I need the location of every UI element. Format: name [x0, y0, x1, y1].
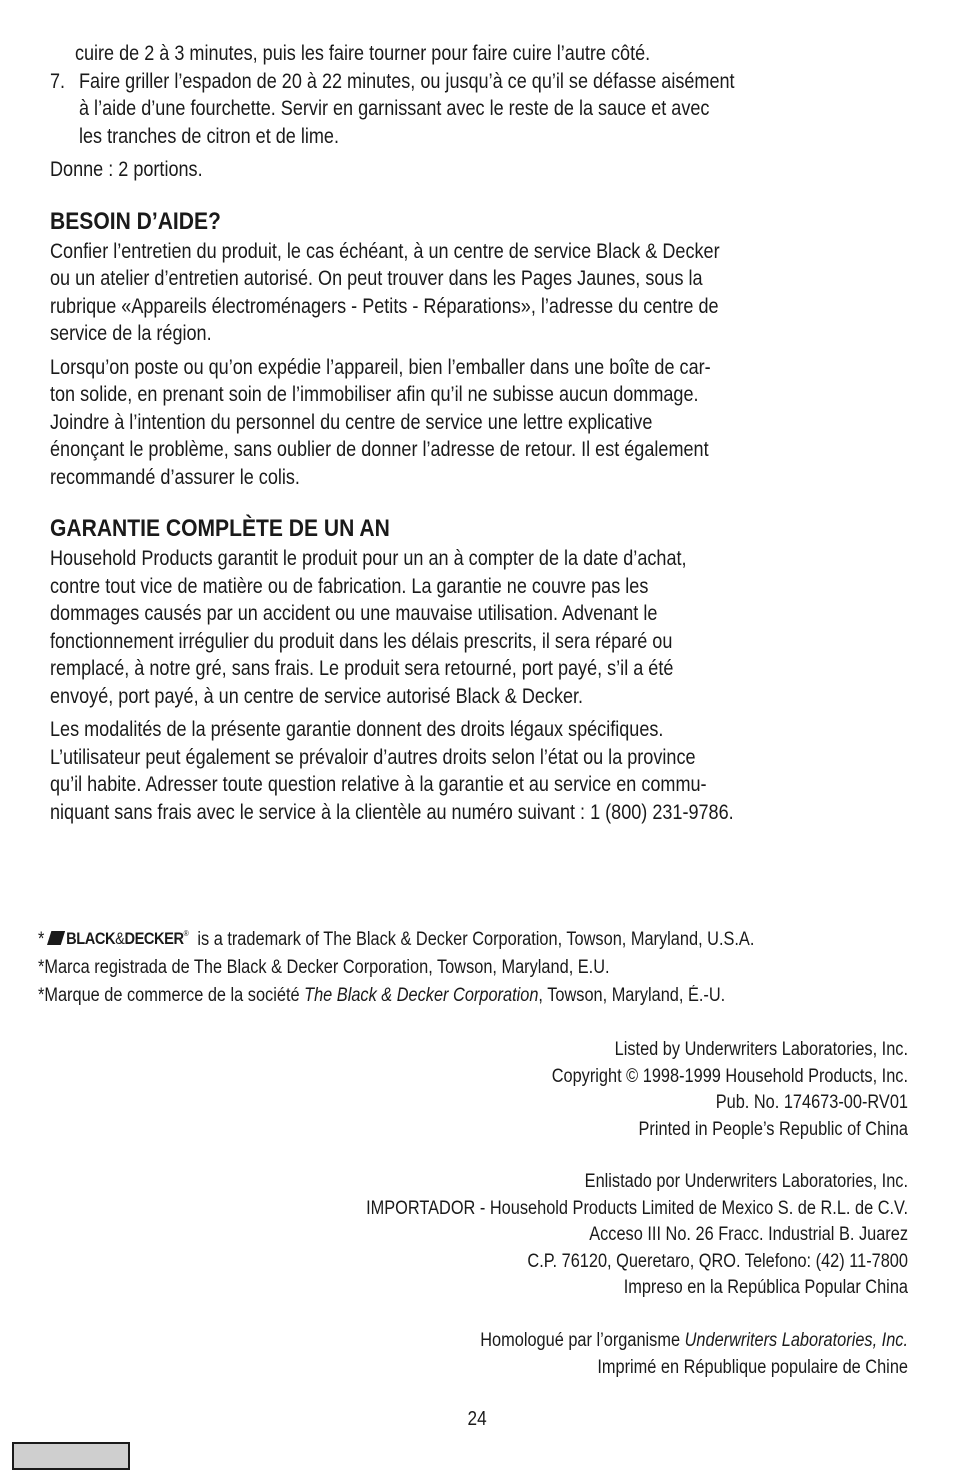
trademark-line-2: *Marca registrada de The Black & Decker Corporation, Towson, Maryland, E.U. — [38, 957, 610, 978]
recipe-continuation: cuire de 2 à 3 minutes, puis les faire tourner pour faire cuire l’autre côté. — [74, 42, 651, 65]
section-heading-warranty: GARANTIE COMPLÈTE DE UN AN — [50, 515, 390, 542]
listing-line: Impreso en la República Popular China — [623, 1277, 908, 1298]
logo-black: BLACK — [66, 929, 116, 948]
text: Homologué par l’organisme — [480, 1330, 685, 1351]
text-line: service de la région. — [50, 322, 212, 345]
step-7-line: à l’aide d’une fourchette. Servir en garnissant avec le reste de la sauce et avec — [79, 97, 710, 120]
text-line: énonçant le problème, sans oublier de donner l’adresse de retour. Il est également — [50, 438, 709, 461]
listing-line: C.P. 76120, Queretaro, QRO. Telefono: (42) 11-7800 — [527, 1250, 908, 1272]
trademark-text: is a trademark of The Black & Decker Corporation, Towson, Maryland, U.S.A. — [197, 929, 755, 950]
text-line: Household Products garantit le produit pour un an à compter de la date d’achat, — [50, 547, 687, 570]
warranty-paragraph-2 — [50, 716, 910, 826]
listing-line: Copyright © 1998-1999 Household Products, Inc. — [551, 1065, 908, 1087]
step-7-line: Faire griller l’espadon de 20 à 22 minutes, ou jusqu’à ce qu’il se défasse aisément — [79, 69, 735, 93]
text-line: Lorsqu’on poste ou qu’on expédie l’appareil, bien l’emballer dans une boîte de car- — [50, 355, 711, 379]
listing-line: Enlistado por Underwriters Laboratories, Inc. — [584, 1171, 908, 1192]
text-line: qu’il habite. Adresser toute question relative à la garantie et au service en commu- — [50, 773, 707, 796]
listing-french — [208, 1328, 908, 1381]
text-line: ou un atelier d’entretien autorisé. On peut trouver dans les Pages Jaunes, sous la — [50, 267, 703, 290]
logo-decker: DECKER — [124, 929, 184, 948]
listing-line: IMPORTADOR - Household Products Limited de Mexico S. de R.L. de C.V. — [366, 1197, 908, 1219]
text-line: remplacé, à notre gré, sans frais. Le produit sera retourné, port payé, s’il a été — [50, 657, 674, 680]
listing-line: Imprimé en République populaire de Chine — [597, 1356, 908, 1378]
text-line: contre tout vice de matière ou de fabrication. La garantie ne couvre pas les — [50, 574, 649, 598]
text-line: rubrique «Appareils électroménagers - Petits - Réparations», l’adresse du centre de — [50, 294, 719, 318]
logo-registered: ® — [183, 929, 189, 938]
text: , Towson, Maryland, É.-U. — [538, 985, 726, 1006]
listing-line: Printed in People’s Republic of China — [638, 1118, 908, 1140]
step-number: 7. — [50, 69, 66, 93]
text-line: fonctionnement irrégulier du produit dans les délais prescrits, il sera réparé ou — [50, 629, 673, 653]
listing-line: Acceso III No. 26 Fracc. Industrial B. Juarez — [589, 1224, 908, 1245]
trademark-line-1 — [38, 920, 754, 954]
text-line: niquant sans frais avec le service à la clientèle au numéro suivant : 1 (800) 231-9786. — [50, 800, 734, 824]
text-line: Les modalités de la présente garantie donnent des droits légaux spécifiques. — [50, 718, 664, 741]
text-line: dommages causés par un accident ou une mauvaise utilisation. Advenant le — [50, 602, 658, 625]
listing-line — [306, 1328, 908, 1355]
text: *Marque de commerce de la société — [38, 985, 305, 1006]
text-line: L’utilisateur peut également se prévaloir d’autres droits selon l’état ou la province — [50, 745, 696, 769]
text-line: Joindre à l’intention du personnel du centre de service une lettre explicative — [50, 410, 653, 434]
main-text — [50, 40, 910, 826]
recipe-yield: Donne : 2 portions. — [50, 158, 203, 181]
ul-name-italic: Underwriters Laboratories, Inc. — [684, 1330, 908, 1351]
listing-line: Listed by Underwriters Laboratories, Inc. — [614, 1039, 908, 1060]
black-decker-logo — [49, 920, 188, 953]
page-number-text: 24 — [467, 1408, 487, 1430]
trademark-line-3 — [38, 982, 754, 1010]
text-line: recommandé d’assurer le colis. — [50, 465, 300, 489]
text-line: Confier l’entretien du produit, le cas échéant, à un centre de service Black & Decker — [50, 239, 720, 263]
section-heading-help: BESOIN D’AIDE? — [50, 207, 221, 235]
warranty-paragraph-1 — [50, 545, 910, 710]
help-paragraph-1 — [50, 238, 910, 348]
logo-amp: & — [115, 929, 125, 948]
listing-line: Pub. No. 174673-00-RV01 — [715, 1092, 908, 1113]
recipe-step-7 — [50, 68, 910, 151]
trademark-notice — [38, 920, 871, 1010]
text-line: ton solide, en prenant soin de l’immobiliser afin qu’il ne subisse aucun dommage. — [50, 383, 699, 406]
help-paragraph-2 — [50, 354, 910, 492]
listing-spanish — [208, 1169, 908, 1302]
step-7-line: les tranches de citron et de lime. — [79, 124, 340, 148]
page-number — [0, 1408, 954, 1431]
hexagon-logo-icon — [47, 931, 65, 945]
gray-box — [12, 1442, 130, 1470]
company-name-italic: The Black & Decker Corporation — [304, 985, 539, 1006]
listing-english — [208, 1037, 908, 1143]
asterisk: * — [38, 929, 45, 950]
text-line: envoyé, port payé, à un centre de service autorisé Black & Decker. — [50, 684, 584, 708]
